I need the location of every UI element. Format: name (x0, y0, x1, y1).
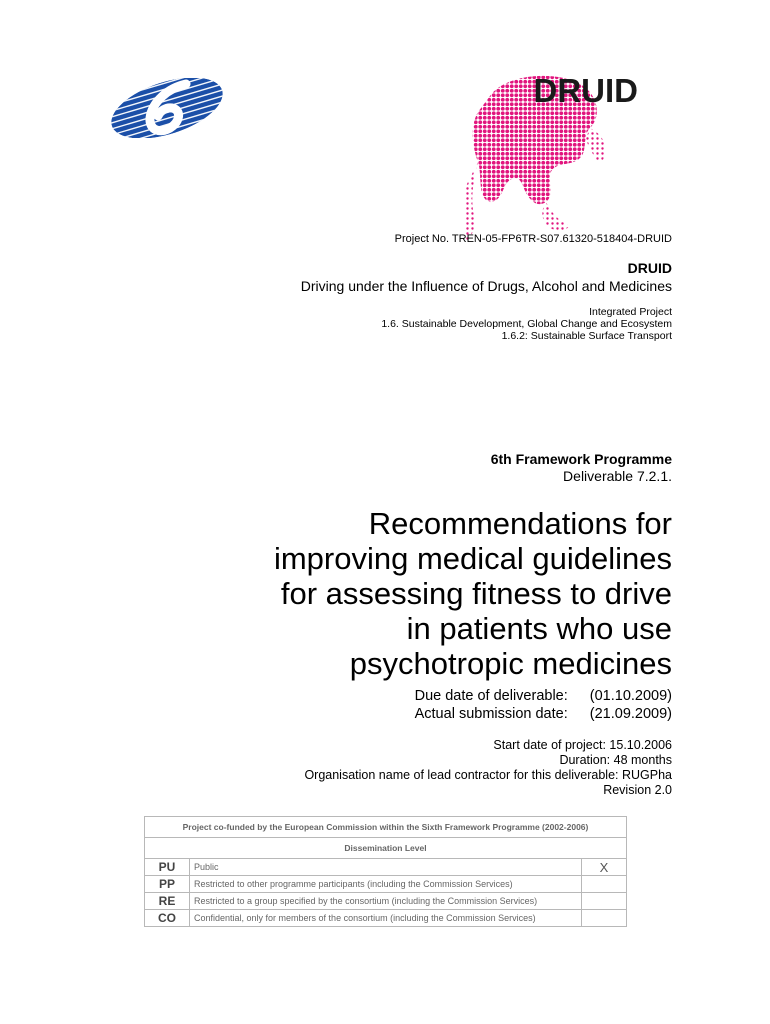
framework-programme: 6th Framework Programme (490, 451, 672, 467)
project-acronym: DRUID (627, 260, 672, 276)
table-row (145, 859, 627, 876)
submission-date-label: Actual submission date: (414, 706, 568, 722)
level-mark: X (582, 859, 627, 876)
dissemination-table (144, 816, 627, 927)
level-code: PU (145, 859, 190, 876)
title-line: for assessing fitness to drive (280, 576, 672, 611)
project-priority: 1.6. Sustainable Development, Global Change and Ecosystem (381, 318, 672, 330)
due-date-label: Due date of deliverable: (414, 688, 568, 704)
deliverable-number: Deliverable 7.2.1. (563, 468, 672, 484)
level-mark (582, 910, 627, 927)
project-type: Integrated Project (589, 306, 672, 318)
title-line: psychotropic medicines (349, 646, 672, 681)
duration: Duration: 48 months (559, 753, 672, 767)
project-number: Project No. TREN-05-FP6TR-S07.61320-518404-DRUID (394, 233, 672, 245)
level-description: Public (190, 859, 582, 876)
druid-logo-icon (460, 66, 645, 241)
revision: Revision 2.0 (603, 783, 672, 797)
project-subpriority: 1.6.2: Sustainable Surface Transport (501, 330, 672, 342)
table-row (145, 893, 627, 910)
project-full-name: Driving under the Influence of Drugs, Alcohol and Medicines (300, 278, 672, 294)
lead-contractor: Organisation name of lead contractor for this deliverable: RUGPha (304, 768, 672, 782)
title-line: in patients who use (406, 611, 672, 646)
funding-header: Project co-funded by the European Commission within the Sixth Framework Programme (2002-2006) (145, 817, 627, 838)
table-row (145, 876, 627, 893)
druid-logo-text: DRUID (533, 72, 638, 109)
title-line: improving medical guidelines (273, 541, 672, 576)
dissemination-header: Dissemination Level (145, 838, 627, 859)
level-description: Restricted to a group specified by the consortium (including the Commission Services) (190, 893, 582, 910)
title-line: Recommendations for (368, 506, 672, 541)
project-meta (304, 738, 672, 798)
level-description: Restricted to other programme participants (including the Commission Services) (190, 876, 582, 893)
document-title (192, 506, 672, 681)
due-date-value: (01.10.2009) (589, 688, 672, 704)
level-mark (582, 893, 627, 910)
submission-date-value: (21.09.2009) (589, 706, 672, 722)
level-code: CO (145, 910, 190, 927)
fp6-logo-icon (108, 78, 226, 138)
level-description: Confidential, only for members of the consortium (including the Commission Services) (190, 910, 582, 927)
table-row (145, 910, 627, 927)
deliverable-dates (415, 687, 672, 723)
level-mark (582, 876, 627, 893)
start-date: Start date of project: 15.10.2006 (493, 738, 672, 752)
level-code: RE (145, 893, 190, 910)
level-code: PP (145, 876, 190, 893)
